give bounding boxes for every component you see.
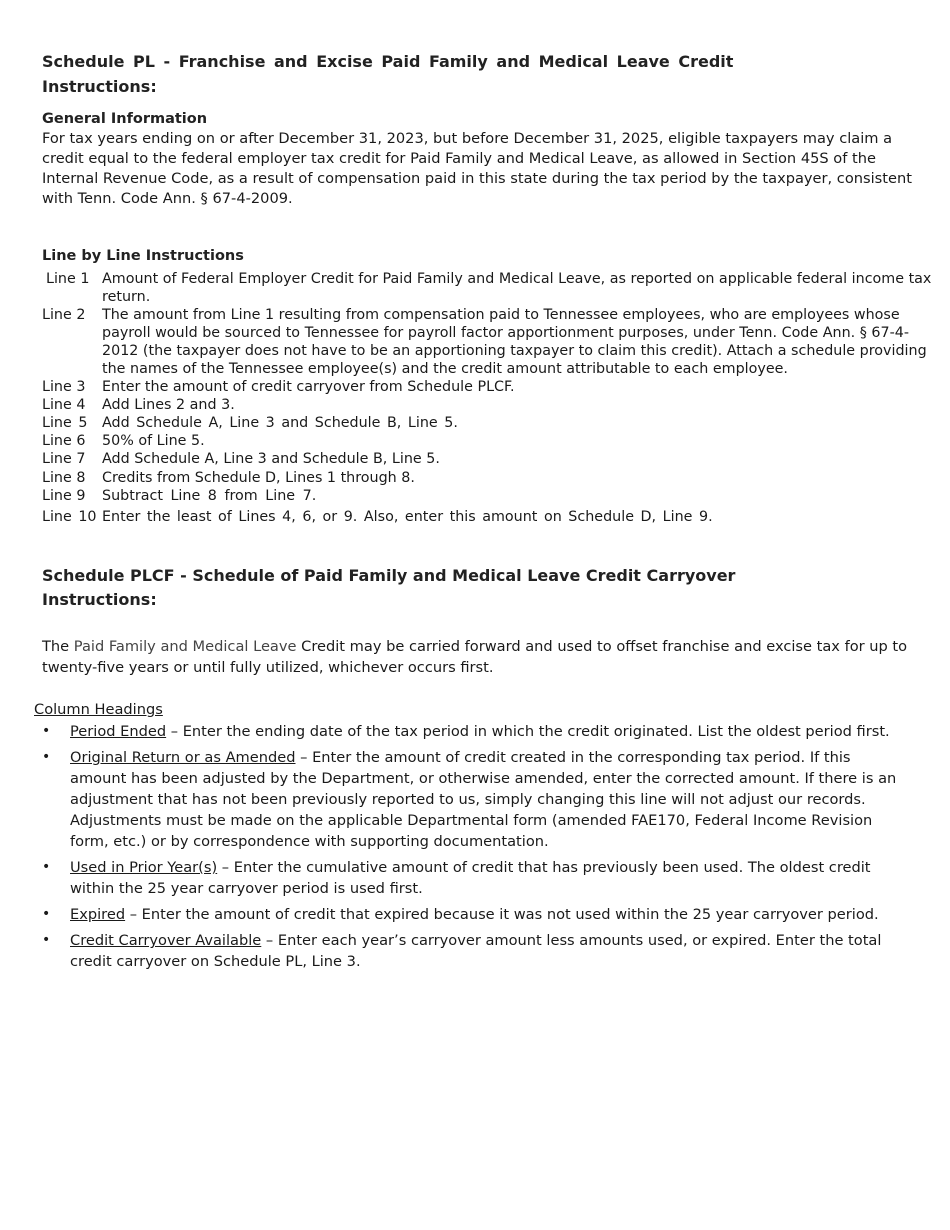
line-text: Subtract Line 8 from Line 7. (102, 488, 317, 504)
plcf-intro-text: The Paid Family and Medical Leave Credit may be carried forward and used to offset franchise and excise tax for up to twenty-five years or until fully utilized, whichever occurs first. (42, 638, 908, 676)
general-information-text: For tax years ending on or after December 31, 2023, but before December 31, 2025, eligible taxpayers may claim a credit equal to the federal employer tax credit for Paid Family and Medical Leave, as allowed in Section 45S of the Internal Revenue Code, as a result of compensation paid in this state during the tax period by the taxpayer, consistent with Tenn. Code Ann. § 67-4-2009. (42, 130, 912, 207)
line-label: Line 2 (42, 307, 86, 323)
line-item (42, 450, 922, 468)
column-term: Used in Prior Year(s) (70, 859, 218, 876)
line-text: Add Schedule A, Line 3 and Schedule B, Line 5. (102, 415, 458, 431)
line-label: Line 9 (42, 488, 86, 504)
line-text: Enter the amount of credit carryover from Schedule PLCF. (102, 379, 515, 395)
line-label: Line 8 (42, 470, 86, 486)
line-item (42, 508, 922, 526)
column-term: Original Return or as Amended (70, 749, 296, 766)
line-text: 50% of Line 5. (102, 433, 205, 449)
bullet-icon: • (42, 859, 51, 875)
line-text: Credits from Schedule D, Lines 1 through 8. (102, 470, 415, 486)
line-item (42, 469, 922, 487)
line-item (42, 414, 922, 432)
line-by-line-heading: Line by Line Instructions (42, 248, 244, 264)
line-item (42, 487, 922, 505)
schedule-plcf-instructions-label: Instructions: (42, 590, 157, 609)
line-label: Line 1 (46, 271, 90, 287)
bullet-icon: • (42, 723, 51, 739)
column-description: – Enter the cumulative amount of credit that has previously been used. The oldest credit within the 25 year carryover period is used first. (70, 859, 871, 897)
line-label: Line 5 (42, 415, 88, 431)
list-item (42, 930, 902, 972)
line-item (46, 270, 932, 306)
list-item (42, 857, 902, 899)
schedule-plcf-title: Schedule PLCF - Schedule of Paid Family and Medical Leave Credit Carryover (42, 566, 736, 585)
line-text: Enter the least of Lines 4, 6, or 9. Also, enter this amount on Schedule D, Line 9. (102, 509, 713, 525)
line-text: The amount from Line 1 resulting from compensation paid to Tennessee employees, who are employees whose payroll would be sourced to Tennessee for payroll factor apportionment purposes, under Tenn. Code Ann. § 67-4-2012 (the taxpayer does not have to be an apportioning taxpayer to claim this credit). Attach a schedule providing the names of the Tennessee employee(s) and the credit amount attributable to each employee. (102, 307, 927, 377)
line-text: Amount of Federal Employer Credit for Paid Family and Medical Leave, as reported on applicable federal income tax return. (102, 271, 932, 305)
line-item (42, 432, 922, 450)
line-label: Line 6 (42, 433, 86, 449)
line-item (42, 378, 922, 396)
column-headings-title: Column Headings (34, 701, 163, 718)
column-term: Period Ended (70, 723, 167, 740)
list-item (42, 721, 902, 742)
line-item (42, 396, 922, 414)
column-description: – Enter each year’s carryover amount less amounts used, or expired. Enter the total credit carryover on Schedule PL, Line 3. (70, 932, 882, 970)
bullet-icon: • (42, 932, 51, 948)
line-label: Line 4 (42, 397, 86, 413)
column-description: – Enter the amount of credit that expired because it was not used within the 25 year carryover period. (125, 906, 879, 923)
column-description: – Enter the ending date of the tax period in which the credit originated. List the oldest period first. (166, 723, 890, 740)
bullet-icon: • (42, 906, 51, 922)
schedule-pl-title: Schedule PL - Franchise and Excise Paid Family and Medical Leave Credit (42, 52, 734, 71)
schedule-pl-instructions-label: Instructions: (42, 77, 157, 96)
column-term: Expired (70, 906, 126, 923)
line-text: Add Schedule A, Line 3 and Schedule B, Line 5. (102, 451, 440, 467)
column-description: – Enter the amount of credit created in the corresponding tax period. If this amount has been adjusted by the Department, or otherwise amended, enter the corrected amount. If there is an adjustment that has not been previously reported to us, simply changing this line will not adjust our records. Adjustments must be made on the applicable Departmental form (amended FAE170, Federal Income Revision form, etc.) or by correspondence with supporting documentation. (70, 749, 897, 850)
bullet-icon: • (42, 749, 51, 765)
line-text: Add Lines 2 and 3. (102, 397, 235, 413)
line-label: Line 3 (42, 379, 86, 395)
column-term: Credit Carryover Available (70, 932, 262, 949)
general-information-heading: General Information (42, 111, 208, 127)
line-label: Line 10 (42, 509, 97, 525)
list-item (42, 904, 902, 925)
list-item (42, 747, 902, 852)
line-label: Line 7 (42, 451, 86, 467)
line-item (42, 306, 927, 378)
